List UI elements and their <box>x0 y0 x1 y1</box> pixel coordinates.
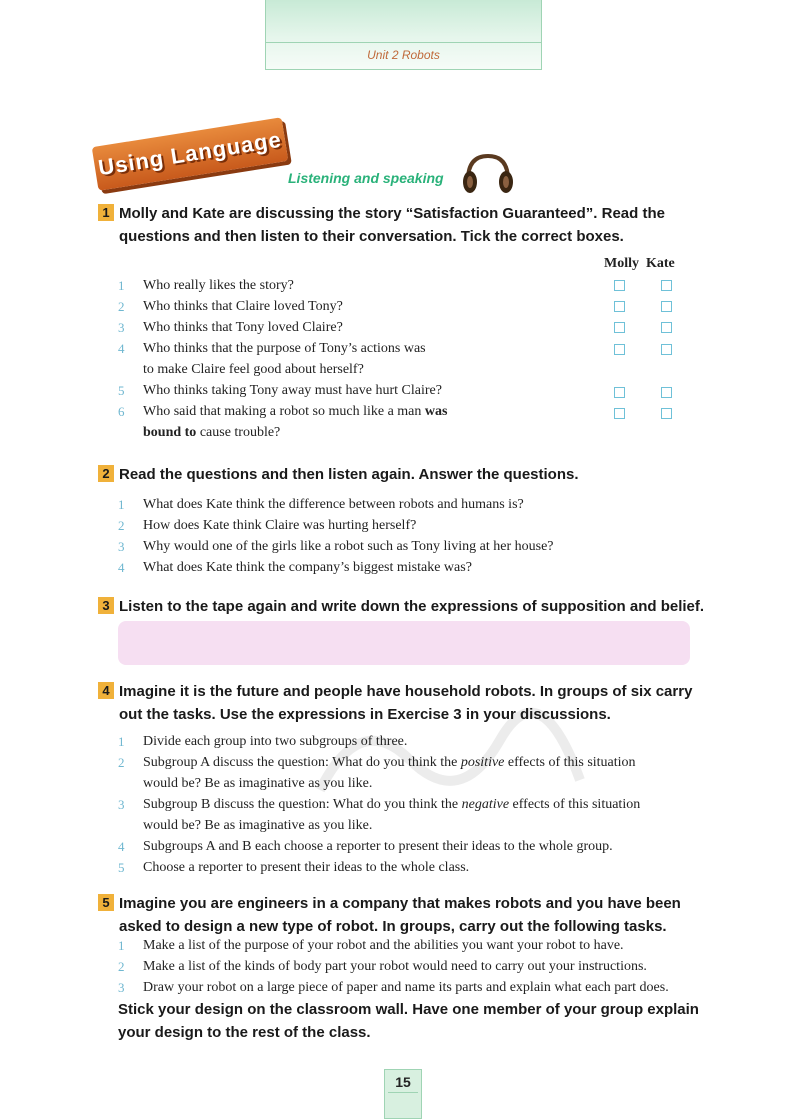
item-text: Draw your robot on a large piece of paper and name its parts and explain what each part does. <box>143 980 669 995</box>
exercise-3-number: 3 <box>98 597 114 614</box>
item-text-emphasis: negative <box>461 797 510 812</box>
item-text: Subgroup A discuss the question: What do you think the <box>143 755 461 770</box>
list-item <box>118 380 447 401</box>
item-text-emphasis: positive <box>460 755 505 770</box>
item-text-cont: would be? Be as imaginative as you like. <box>143 818 373 833</box>
banner-label: Using Language <box>96 126 284 181</box>
item-number: 4 <box>118 341 125 356</box>
list-item <box>118 494 554 515</box>
column-kate: Kate <box>646 256 675 271</box>
exercise-5-number: 5 <box>98 894 114 911</box>
exercise-4-list <box>118 731 640 878</box>
item-number: 6 <box>118 404 125 419</box>
header-divider <box>266 42 541 43</box>
item-text-cont: would be? Be as imaginative as you like. <box>143 776 373 791</box>
page-number: 15 <box>395 1074 411 1090</box>
item-number: 1 <box>118 734 125 749</box>
exercise-5-prompt-line2: asked to design a new type of robot. In groups, carry out the following tasks. <box>119 918 667 935</box>
section-subheading: Listening and speaking <box>288 170 444 186</box>
list-item <box>118 557 554 578</box>
item-text: Choose a reporter to present their ideas to the whole class. <box>143 860 470 875</box>
item-number: 3 <box>118 320 125 335</box>
item-text-cont: to make Claire feel good about herself? <box>143 362 364 377</box>
tick-box-molly-3[interactable] <box>614 322 625 333</box>
exercise-2-list <box>118 494 554 578</box>
item-number: 3 <box>118 797 125 812</box>
unit-title: Unit 2 Robots <box>367 48 440 62</box>
headphones-icon <box>458 150 518 195</box>
item-text: How does Kate think Claire was hurting herself? <box>143 518 417 533</box>
list-item <box>118 977 669 998</box>
item-number: 1 <box>118 278 125 293</box>
tick-box-molly-1[interactable] <box>614 280 625 291</box>
exercise-5-closing-line2: your design to the rest of the class. <box>118 1024 371 1041</box>
tick-box-kate-2[interactable] <box>661 301 672 312</box>
item-number: 1 <box>118 497 125 512</box>
exercise-5-prompt <box>98 892 718 938</box>
exercise-1-prompt-line2: questions and then listen to their conversation. Tick the correct boxes. <box>119 228 624 245</box>
item-text: Make a list of the purpose of your robot and the abilities you want your robot to have. <box>143 938 624 953</box>
tick-box-molly-5[interactable] <box>614 387 625 398</box>
item-number: 3 <box>118 980 125 995</box>
list-item <box>118 317 447 338</box>
item-text: Divide each group into two subgroups of three. <box>143 734 408 749</box>
list-item <box>118 296 447 317</box>
tick-box-kate-1[interactable] <box>661 280 672 291</box>
exercise-3-prompt-text: Listen to the tape again and write down the expressions of supposition and belief. <box>119 598 705 615</box>
item-number: 1 <box>118 938 125 953</box>
item-text: Who thinks that Tony loved Claire? <box>143 320 343 335</box>
tick-box-kate-6[interactable] <box>661 408 672 419</box>
page-number-tab <box>384 1069 422 1119</box>
item-number: 2 <box>118 755 125 770</box>
list-item <box>118 731 640 752</box>
exercise-5-list <box>118 935 669 998</box>
item-number: 2 <box>118 299 125 314</box>
exercise-4-prompt-line2: out the tasks. Use the expressions in Exercise 3 in your discussions. <box>119 706 611 723</box>
exercise-4-prompt-line1: Imagine it is the future and people have household robots. In groups of six carry <box>119 683 693 700</box>
exercise-2-number: 2 <box>98 465 114 482</box>
item-text: Who thinks taking Tony away must have hurt Claire? <box>143 383 442 398</box>
exercise-2-prompt-text: Read the questions and then listen again. Answer the questions. <box>119 466 579 483</box>
list-item <box>118 275 447 296</box>
item-text: Subgroup B discuss the question: What do you think the <box>143 797 462 812</box>
item-number: 2 <box>118 959 125 974</box>
list-item <box>118 857 640 878</box>
exercise-5-prompt-line1: Imagine you are engineers in a company that makes robots and you have been <box>119 895 681 912</box>
item-number: 2 <box>118 518 125 533</box>
exercise-1-prompt <box>98 202 718 248</box>
exercise-2-prompt <box>98 463 718 486</box>
item-text: What does Kate think the difference between robots and humans is? <box>143 497 524 512</box>
exercise-5-closing <box>118 998 728 1044</box>
item-text: Who thinks that the purpose of Tony’s actions was <box>143 341 426 356</box>
item-number: 3 <box>118 539 125 554</box>
item-text: effects of this situation <box>509 797 641 812</box>
list-item <box>118 956 669 977</box>
item-text: Why would one of the girls like a robot such as Tony living at her house? <box>143 539 554 554</box>
item-text-cont: cause trouble? <box>196 425 281 440</box>
list-item <box>118 338 447 380</box>
list-item <box>118 536 554 557</box>
item-text: Make a list of the kinds of body part your robot would need to carry out your instructions. <box>143 959 647 974</box>
tick-box-molly-4[interactable] <box>614 344 625 355</box>
item-text-bold: was <box>424 404 448 419</box>
item-text: effects of this situation <box>504 755 636 770</box>
item-number: 4 <box>118 560 125 575</box>
exercise-1-prompt-line1: Molly and Kate are discussing the story “Satisfaction Guaranteed”. Read the <box>119 205 665 222</box>
column-molly: Molly <box>604 256 639 271</box>
exercise-5-closing-line1: Stick your design on the classroom wall. Have one member of your group explain <box>118 1001 699 1018</box>
exercise-4-number: 4 <box>98 682 114 699</box>
item-text: What does Kate think the company’s biggest mistake was? <box>143 560 472 575</box>
list-item <box>118 836 640 857</box>
exercise-4-prompt <box>98 680 718 726</box>
page-number-divider <box>388 1092 418 1093</box>
item-number: 4 <box>118 839 125 854</box>
item-text-bold: bound to <box>143 425 197 440</box>
item-text: Subgroups A and B each choose a reporter to present their ideas to the whole group. <box>143 839 613 854</box>
item-text: Who thinks that Claire loved Tony? <box>143 299 343 314</box>
item-text: Who said that making a robot so much like a man <box>143 404 425 419</box>
exercise-3-prompt <box>98 595 718 618</box>
item-number: 5 <box>118 383 125 398</box>
tick-box-molly-6[interactable] <box>614 408 625 419</box>
list-item <box>118 935 669 956</box>
list-item <box>118 515 554 536</box>
list-item <box>118 752 640 794</box>
list-item <box>118 794 640 836</box>
list-item <box>118 401 447 443</box>
answer-columns <box>604 256 682 272</box>
tick-box-kate-3[interactable] <box>661 322 672 333</box>
unit-header <box>265 0 542 70</box>
tick-box-kate-5[interactable] <box>661 387 672 398</box>
item-text: Who really likes the story? <box>143 278 294 293</box>
answer-area[interactable] <box>118 621 690 665</box>
item-number: 5 <box>118 860 125 875</box>
tick-box-kate-4[interactable] <box>661 344 672 355</box>
exercise-1-list <box>118 275 447 443</box>
exercise-1-number: 1 <box>98 204 114 221</box>
tick-box-molly-2[interactable] <box>614 301 625 312</box>
section-banner <box>92 117 289 190</box>
